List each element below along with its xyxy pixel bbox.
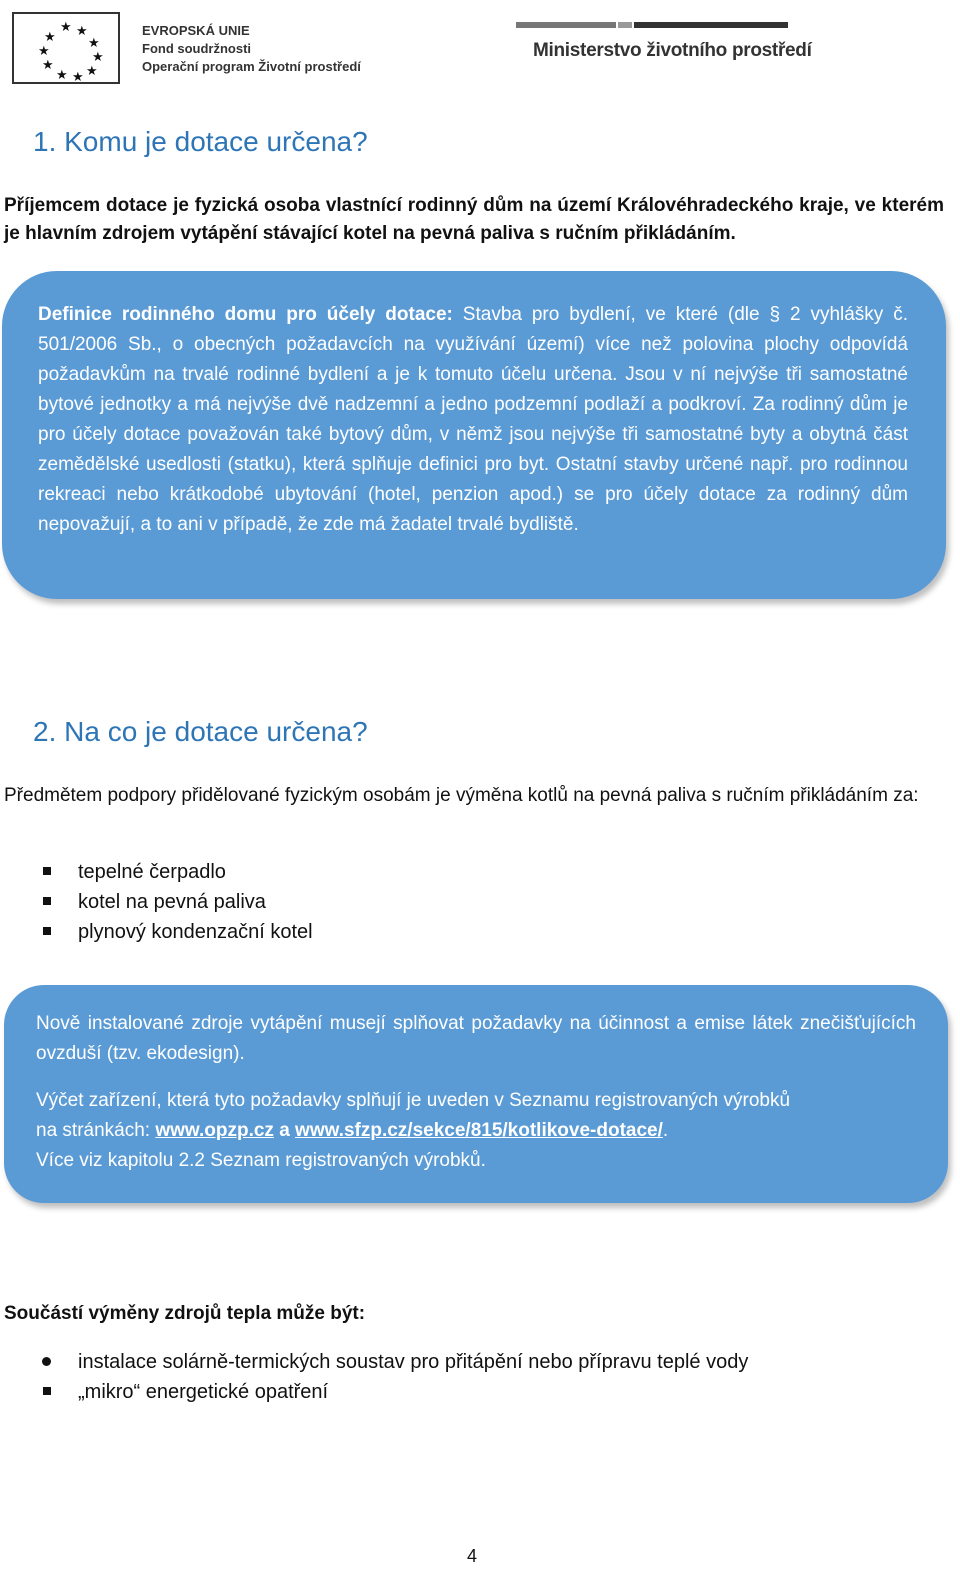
ministry-name: Ministerstvo životního prostředí: [533, 40, 812, 61]
star-icon: ★: [92, 49, 104, 64]
square-bullet-icon: [43, 897, 51, 905]
list-item: tepelné čerpadlo: [40, 857, 313, 887]
round-bullet-icon: [42, 1357, 51, 1366]
star-icon: ★: [76, 23, 88, 38]
eu-line-1: EVROPSKÁ UNIE: [142, 23, 250, 38]
list-item: plynový kondenzační kotel: [40, 917, 313, 947]
opzp-link[interactable]: www.opzp.cz: [155, 1120, 274, 1141]
list-item: „mikro“ energetické opatření: [40, 1377, 748, 1407]
ecodesign-text-2: Výčet zařízení, která tyto požadavky splňují je uveden v Seznamu registrovaných výrobků na stránkách: www.opzp.cz a www.sfzp.cz/sekce/815/kotlikove-dotace/. Více viz kapitolu 2.2 Seznam registrovaných výrobků.: [36, 1086, 916, 1176]
star-icon: ★: [86, 63, 98, 78]
ecodesign-more-info: Více viz kapitolu 2.2 Seznam registrovaných výrobků.: [36, 1150, 486, 1171]
star-icon: ★: [42, 57, 54, 72]
section-3-heading: Součástí výměny zdrojů tepla může být:: [4, 1303, 366, 1324]
star-icon: ★: [72, 69, 84, 84]
section-2-heading: 2. Na co je dotace určena?: [33, 716, 368, 747]
page-header: [0, 0, 960, 95]
definition-title: Definice rodinného domu pro účely dotace:: [38, 304, 453, 325]
definition-text: [38, 300, 908, 540]
list-item: kotel na pevná paliva: [40, 887, 313, 917]
ministry-logo-bars: [516, 22, 788, 30]
star-icon: ★: [38, 43, 50, 58]
components-list: [40, 1347, 748, 1407]
sfzp-link[interactable]: www.sfzp.cz/sekce/815/kotlikove-dotace/: [295, 1120, 663, 1141]
eu-text: [142, 22, 361, 76]
section-1-heading: 1. Komu je dotace určena?: [33, 126, 368, 157]
square-bullet-icon: [43, 927, 51, 935]
star-icon: ★: [88, 35, 100, 50]
replacement-list: [40, 857, 313, 947]
eu-flag-logo: [12, 12, 120, 84]
star-icon: ★: [60, 19, 72, 34]
ecodesign-text-1: Nově instalované zdroje vytápění musejí splňovat požadavky na účinnost a emise látek znečišťujících ovzduší (tzv. ekodesign).: [36, 1013, 916, 1064]
eu-line-2: Fond soudržnosti: [142, 41, 252, 56]
star-icon: ★: [44, 29, 56, 44]
eu-line-3: Operační program Životní prostředí: [142, 59, 361, 74]
page-number: 4: [467, 1546, 478, 1566]
square-bullet-icon: [43, 867, 51, 875]
definition-body: Stavba pro bydlení, ve které (dle § 2 vyhlášky č. 501/2006 Sb., o obecných požadavcích na využívání území) více než polovina plochy odpovídá požadavkům na trvalé rodinné bydlení a je k tomuto účelu určena. Jsou v ní nejvýše tři samostatné bytové jednotky a má nejvýše dvě nadzemní a jedno podzemní podlaží a podkroví. Za rodinný dům je pro účely dotace považován také bytový dům, v němž jsou nejvýše tři samostatné byty a obytná část zemědělské usedlosti (statku), která splňuje definici pro byt. Ostatní stavby určené např. pro rodinnou rekreaci nebo krátkodobé ubytování (hotel, penzion apod.) se pro účely dotace za rodinný dům nepovažují, a to ani v případě, že zde má žadatel trvalé bydliště.: [38, 304, 908, 535]
square-bullet-icon: [43, 1387, 51, 1395]
star-icon: ★: [56, 67, 68, 82]
section-1-intro: Příjemcem dotace je fyzická osoba vlastnící rodinný dům na území Královéhradeckého kraje, ve kterém je hlavním zdrojem vytápění stávající kotel na pevná paliva s ručním přikládáním.: [4, 195, 944, 244]
list-item: instalace solárně-termických soustav pro přitápění nebo přípravu teplé vody: [40, 1347, 748, 1377]
section-2-intro: Předmětem podpory přidělované fyzickým osobám je výměna kotlů na pevná paliva s ručním přikládáním za:: [4, 785, 919, 806]
